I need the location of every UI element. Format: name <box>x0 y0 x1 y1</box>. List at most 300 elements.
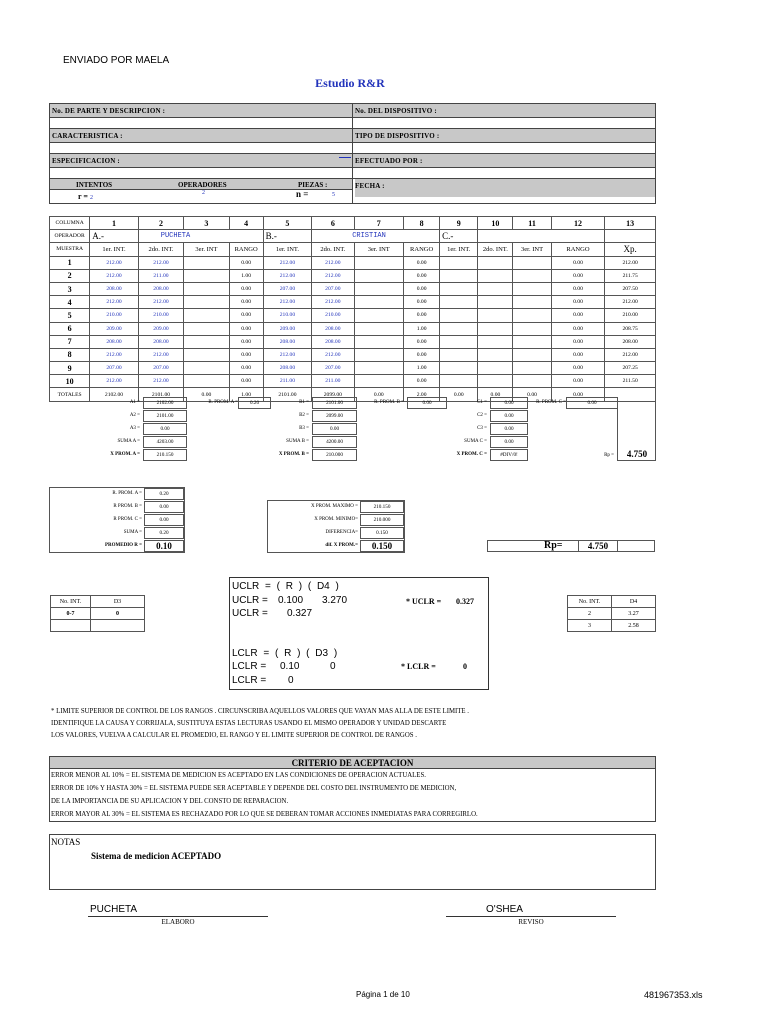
measurement-cell[interactable]: 0.00 <box>551 282 605 295</box>
characteristic-field[interactable] <box>50 143 352 153</box>
measurement-cell[interactable]: 211.00 <box>138 269 183 282</box>
d3-cell: 0-7 <box>51 608 91 620</box>
totals-label: TOTALES <box>50 388 90 401</box>
col-number: 1 <box>90 217 139 230</box>
specification-field[interactable] <box>50 168 352 178</box>
measurement-cell[interactable] <box>513 335 551 348</box>
table-row <box>50 296 656 309</box>
total-cell: 0.00 <box>478 388 513 401</box>
done-by-field[interactable] <box>353 168 655 178</box>
stat-label: X PROM. C = <box>456 452 487 457</box>
measurement-cell[interactable]: 212.00 <box>263 348 312 361</box>
measurement-cell[interactable]: 0.00 <box>229 309 263 322</box>
measurement-cell[interactable]: 212.00 <box>138 296 183 309</box>
device-type-field[interactable] <box>353 143 655 153</box>
rp-label: Rp = <box>604 453 614 458</box>
col-number: 11 <box>513 217 551 230</box>
measurement-cell[interactable]: 211.00 <box>312 375 354 388</box>
measurement-cell[interactable]: 212.00 <box>312 348 354 361</box>
r-value: 2 <box>89 195 93 201</box>
total-cell: 0.00 <box>440 388 478 401</box>
lcl-result-value: 0 <box>463 662 467 671</box>
measurement-cell[interactable]: 208.00 <box>138 282 183 295</box>
summary-label: R. PROM. A = <box>112 491 142 496</box>
operator-b-name: CRISTIAN <box>312 230 440 243</box>
signature-left-role: ELABORO <box>161 918 195 926</box>
measurement-cell[interactable]: 0.00 <box>404 269 440 282</box>
notes-box[interactable] <box>49 834 656 890</box>
table-row <box>50 282 656 295</box>
subhead: 2do. INT. <box>138 243 183 256</box>
measurement-cell[interactable]: 0.00 <box>551 256 605 269</box>
measurement-cell[interactable] <box>184 269 229 282</box>
stat-label: B1 = <box>299 400 309 405</box>
summary-rp-label: Rp= <box>544 540 563 551</box>
total-cell: 0.00 <box>513 388 551 401</box>
measurement-cell[interactable] <box>440 348 478 361</box>
measurement-cell[interactable]: 211.50 <box>605 375 656 388</box>
note-line: IDENTIFIQUE LA CAUSA Y CORRIJALA, SUSTITUYA ESTAS LECTURAS USANDO EL MISMO OPERADOR Y UNIDAD DESCARTE <box>51 720 447 727</box>
measurement-cell[interactable]: 209.00 <box>138 322 183 335</box>
total-cell: 0.00 <box>184 388 229 401</box>
lcl-line3-label: LCLR = <box>232 675 267 686</box>
stat-label: A2 = <box>129 413 140 418</box>
stat-value: 0.00 <box>143 423 187 435</box>
summary-label: SUMA = <box>123 530 142 535</box>
table-row <box>50 348 656 361</box>
measurement-cell[interactable]: 212.00 <box>263 256 312 269</box>
sample-number: 4 <box>50 296 90 309</box>
date-label: FECHA : <box>355 179 655 197</box>
sample-number: 1 <box>50 256 90 269</box>
measurement-cell[interactable] <box>440 296 478 309</box>
measurement-cell[interactable]: 208.00 <box>312 335 354 348</box>
ucl-result-label: * UCLR = <box>406 597 442 606</box>
subhead: RANGO <box>551 243 605 256</box>
subhead: 1er. INT. <box>440 243 478 256</box>
measurement-cell[interactable] <box>513 322 551 335</box>
signature-right-role: REVISO <box>518 918 544 926</box>
measurement-cell[interactable]: 212.00 <box>605 296 656 309</box>
stat-value: 0.00 <box>490 436 528 448</box>
measurement-cell[interactable] <box>440 322 478 335</box>
summary-label: dif. X PROM.= <box>325 543 358 548</box>
measurement-cell[interactable]: 0.00 <box>551 296 605 309</box>
measurement-cell[interactable]: 0.00 <box>404 348 440 361</box>
summary-value: 210.150 <box>360 501 404 513</box>
measurement-cell[interactable] <box>513 256 551 269</box>
rprom-c-value: 0.00 <box>566 397 618 409</box>
measurement-cell[interactable] <box>478 362 513 375</box>
measurement-cell[interactable]: 0.00 <box>229 322 263 335</box>
measurement-cell[interactable]: 1.00 <box>229 269 263 282</box>
measurement-cell[interactable] <box>354 282 404 295</box>
measurement-cell[interactable]: 0.00 <box>551 322 605 335</box>
summary-value: 0.00 <box>144 514 184 526</box>
measurement-cell[interactable]: 212.00 <box>90 348 139 361</box>
summary-label: R PROM. C = <box>113 517 142 522</box>
measurement-cell[interactable]: 212.00 <box>90 375 139 388</box>
measurement-cell[interactable]: 1.00 <box>404 322 440 335</box>
measurement-cell[interactable] <box>513 375 551 388</box>
signature-left-name: PUCHETA <box>90 904 138 915</box>
stat-value: 0.00 <box>490 397 528 409</box>
measurement-cell[interactable]: 0.00 <box>404 335 440 348</box>
measurement-cell[interactable] <box>478 256 513 269</box>
sample-number: 7 <box>50 335 90 348</box>
rprom-b-value: 0.00 <box>407 397 447 409</box>
stat-value: 2099.00 <box>312 410 357 422</box>
measurement-cell[interactable]: 209.00 <box>263 322 312 335</box>
summary-label: R PROM. B = <box>113 504 142 509</box>
measurement-cell[interactable]: 208.00 <box>138 335 183 348</box>
col-number: 5 <box>263 217 312 230</box>
subhead: 3er. INT <box>184 243 229 256</box>
measurement-grid <box>49 216 656 402</box>
total-cell: 0.00 <box>354 388 404 401</box>
measurement-cell[interactable]: 0.00 <box>229 296 263 309</box>
d4-head-2: D4 <box>612 596 656 608</box>
measurement-cell[interactable] <box>184 256 229 269</box>
measurement-cell[interactable]: 212.00 <box>605 256 656 269</box>
measurement-cell[interactable]: 0.00 <box>551 335 605 348</box>
stat-label: X PROM. A = <box>110 452 140 457</box>
lcl-line3-value: 0 <box>288 675 294 686</box>
col-number: 2 <box>138 217 183 230</box>
measurement-cell[interactable]: 210.00 <box>138 309 183 322</box>
summary-left-box <box>49 487 185 553</box>
lcl-formula: LCLR = ( R ) ( D3 ) <box>232 648 338 659</box>
measurement-cell[interactable]: 212.00 <box>263 296 312 309</box>
measurement-cell[interactable] <box>440 309 478 322</box>
ucl-formula: UCLR = ( R ) ( D4 ) <box>232 581 339 592</box>
stat-label: SUMA B = <box>286 439 309 444</box>
measurement-cell[interactable]: 208.00 <box>312 322 354 335</box>
summary-value: 0.20 <box>144 527 184 539</box>
subhead: 2do. INT. <box>478 243 513 256</box>
measurement-cell[interactable] <box>513 362 551 375</box>
stat-label: A1 = <box>129 400 140 405</box>
signature-right-name: O'SHEA <box>486 904 523 915</box>
measurement-cell[interactable] <box>440 256 478 269</box>
stat-value: 0.00 <box>312 423 357 435</box>
measurement-cell[interactable]: 208.00 <box>90 335 139 348</box>
measurement-cell[interactable]: 207.00 <box>90 362 139 375</box>
measurement-cell[interactable] <box>440 335 478 348</box>
stat-value: 210.000 <box>312 449 357 461</box>
sample-number: 8 <box>50 348 90 361</box>
r-prefix: r = <box>78 192 90 201</box>
col-number: 6 <box>312 217 354 230</box>
subhead: 2do. INT. <box>312 243 354 256</box>
signature-left-line <box>88 916 268 917</box>
signature-right-line <box>446 916 616 917</box>
d4-cell: 2.58 <box>612 620 656 632</box>
attempts-label: INTENTOS <box>76 181 113 189</box>
ucl-result-value: 0.327 <box>456 597 474 606</box>
table-row <box>50 362 656 375</box>
measurement-cell[interactable]: 208.00 <box>263 362 312 375</box>
sent-by-text: ENVIADO POR MAELA <box>63 55 170 66</box>
operator-c-name[interactable] <box>478 230 605 243</box>
table-row <box>50 322 656 335</box>
ucl-line3-label: UCLR = <box>232 608 268 619</box>
table-row <box>50 375 656 388</box>
stat-label: SUMA A = <box>117 439 140 444</box>
n-prefix: n = <box>296 189 309 199</box>
rprom-c-label: R. PROM. C = <box>536 400 566 405</box>
device-no-field[interactable] <box>353 118 655 128</box>
lcl-result-label: * LCLR = <box>401 662 436 671</box>
summary-label: X PROM. MAXIMO = <box>311 504 358 509</box>
measurement-cell[interactable]: 207.00 <box>263 282 312 295</box>
measurement-cell[interactable] <box>184 375 229 388</box>
measurement-cell[interactable]: 0.00 <box>404 309 440 322</box>
measurement-cell[interactable]: 207.00 <box>138 362 183 375</box>
measurement-cell[interactable] <box>513 296 551 309</box>
stat-label: X PROM. B = <box>278 452 309 457</box>
operators-label: OPERADORES <box>178 181 227 189</box>
stat-value: 2101.00 <box>143 410 187 422</box>
stat-label: A3 = <box>129 426 140 431</box>
operator-label: OPERADOR <box>50 230 90 243</box>
measurement-cell[interactable] <box>354 335 404 348</box>
ucl-line2-d4: 3.270 <box>322 595 348 606</box>
measurement-cell[interactable] <box>478 375 513 388</box>
d3-table <box>50 595 145 632</box>
measurement-cell[interactable]: 0.00 <box>551 348 605 361</box>
measurement-cell[interactable]: 212.00 <box>312 296 354 309</box>
subhead: RANGO <box>404 243 440 256</box>
measurement-cell[interactable] <box>354 269 404 282</box>
measurement-cell[interactable]: 0.00 <box>551 375 605 388</box>
measurement-cell[interactable]: 212.00 <box>90 256 139 269</box>
subhead: Xp. <box>605 243 656 256</box>
file-name: 481967353.xls <box>644 990 703 1000</box>
measurement-cell[interactable]: 0.00 <box>229 282 263 295</box>
total-cell: 2101.00 <box>138 388 183 401</box>
measurement-cell[interactable]: 0.00 <box>229 256 263 269</box>
measurement-cell[interactable] <box>184 322 229 335</box>
summary-value: 0.00 <box>144 501 184 513</box>
table-row <box>50 309 656 322</box>
measurement-cell[interactable] <box>354 348 404 361</box>
ucl-line2-r: 0.100 <box>278 595 304 606</box>
summary-rp-value: 4.750 <box>578 540 618 552</box>
measurement-cell[interactable]: 212.00 <box>312 269 354 282</box>
table-row <box>50 269 656 282</box>
device-type-label: TIPO DE DISPOSITIVO : <box>353 129 655 143</box>
measurement-cell[interactable] <box>184 362 229 375</box>
d3-cell: 0 <box>91 608 145 620</box>
criteria-line: DE LA IMPORTANCIA DE SU APLICACION Y DEL CONSTO DE REPARACION. <box>51 798 289 805</box>
measurement-cell[interactable]: 0.00 <box>551 362 605 375</box>
measurement-cell[interactable] <box>440 375 478 388</box>
stat-label: B2 = <box>299 413 309 418</box>
stat-value: 4200.00 <box>312 436 357 448</box>
criteria-line: ERROR DE 10% Y HASTA 30% = EL SISTEMA PUEDE SER ACEPTABLE Y DEPENDE DEL COSTO DEL INSTRUMENTO DE MEDICION, <box>51 785 457 792</box>
total-cell: 0.00 <box>551 388 605 401</box>
measurement-cell[interactable]: 0.00 <box>404 375 440 388</box>
table-row <box>50 256 656 269</box>
part-field[interactable] <box>50 118 352 128</box>
subhead: 1er. INT. <box>90 243 139 256</box>
measurement-cell[interactable]: 1.00 <box>404 362 440 375</box>
operators-value: 2 <box>202 190 205 196</box>
criteria-line: ERROR MENOR AL 10% = EL SISTEMA DE MEDICION ES ACEPTADO EN LAS CONDICIONES DE OPERACION ACTUALES. <box>51 772 426 779</box>
col-label: COLUMNA <box>50 217 90 230</box>
measurement-cell[interactable]: 0.00 <box>404 282 440 295</box>
measurement-cell[interactable] <box>513 282 551 295</box>
col-number: 4 <box>229 217 263 230</box>
measurement-cell[interactable] <box>478 348 513 361</box>
operator-c-letter: C.- <box>440 230 478 243</box>
measurement-cell[interactable] <box>513 348 551 361</box>
subhead: 3er. INT <box>354 243 404 256</box>
lcl-line2-label: LCLR = <box>232 661 267 672</box>
d3-head-1: No. INT. <box>51 596 91 608</box>
col-number: 9 <box>440 217 478 230</box>
done-by-label: EFECTUADO POR : <box>353 154 655 168</box>
measurement-cell[interactable]: 212.00 <box>138 348 183 361</box>
measurement-cell[interactable]: 0.00 <box>229 375 263 388</box>
criteria-box <box>49 756 656 822</box>
pieces-label: PIEZAS : <box>298 181 328 189</box>
page-number: Página 1 de 10 <box>356 990 410 999</box>
ucl-note <box>51 706 469 742</box>
subhead: 1er. INT. <box>263 243 312 256</box>
stat-label: C2 = <box>477 413 487 418</box>
measurement-cell[interactable]: 207.00 <box>312 362 354 375</box>
summary-mid-box <box>267 500 405 553</box>
measurement-cell[interactable]: 207.50 <box>605 282 656 295</box>
operator-a-letter: A.- <box>90 230 139 243</box>
measurement-cell[interactable] <box>354 375 404 388</box>
measurement-cell[interactable]: 210.00 <box>90 309 139 322</box>
measurement-cell[interactable] <box>478 335 513 348</box>
measurement-cell[interactable] <box>478 269 513 282</box>
measurement-cell[interactable] <box>354 296 404 309</box>
measurement-cell[interactable]: 0.00 <box>404 256 440 269</box>
measurement-cell[interactable]: 0.00 <box>229 362 263 375</box>
measurement-cell[interactable]: 212.00 <box>312 256 354 269</box>
measurement-cell[interactable]: 212.00 <box>138 375 183 388</box>
measurement-cell[interactable] <box>354 256 404 269</box>
measurement-cell[interactable]: 208.00 <box>263 335 312 348</box>
measurement-cell[interactable]: 208.00 <box>605 335 656 348</box>
device-no-label: No. DEL DISPOSITIVO : <box>353 104 655 118</box>
measurement-cell[interactable]: 208.75 <box>605 322 656 335</box>
measurement-cell[interactable]: 0.00 <box>229 348 263 361</box>
summary-rp-box <box>487 540 655 552</box>
measurement-cell[interactable]: 212.00 <box>605 348 656 361</box>
measurement-cell[interactable]: 207.00 <box>312 282 354 295</box>
stat-value: #DIV/0! <box>490 449 528 461</box>
measurement-cell[interactable]: 0.00 <box>229 335 263 348</box>
note-line: * LIMITE SUPERIOR DE CONTROL DE LOS RANGOS . CIRCUNSCRIBA AQUELLOS VALORES QUE VAYAN MAS ALLA DE ESTE LIMITE . <box>51 708 469 715</box>
measurement-cell[interactable]: 211.75 <box>605 269 656 282</box>
summary-value: 210.000 <box>360 514 404 526</box>
stat-value: 2102.00 <box>143 397 187 409</box>
sample-number: 6 <box>50 322 90 335</box>
measurement-cell[interactable] <box>478 296 513 309</box>
measurement-cell[interactable] <box>184 348 229 361</box>
sample-number: 10 <box>50 375 90 388</box>
measurement-cell[interactable] <box>440 362 478 375</box>
stat-value: 2101.00 <box>312 397 357 409</box>
measurement-cell[interactable] <box>440 269 478 282</box>
measurement-cell[interactable]: 212.00 <box>263 269 312 282</box>
measurement-cell[interactable]: 0.00 <box>551 309 605 322</box>
measurement-cell[interactable] <box>354 309 404 322</box>
measurement-cell[interactable] <box>478 282 513 295</box>
measurement-cell[interactable]: 210.00 <box>263 309 312 322</box>
page-title: Estudio R&R <box>315 76 385 90</box>
summary-value: 0.150 <box>360 527 404 539</box>
measurement-cell[interactable]: 207.25 <box>605 362 656 375</box>
measurement-cell[interactable]: 208.00 <box>90 282 139 295</box>
rprom-b-label: R. PROM. B = <box>374 400 404 405</box>
measurement-cell[interactable]: 210.00 <box>312 309 354 322</box>
measurement-cell[interactable] <box>354 362 404 375</box>
characteristic-label: CARACTERISTICA : <box>50 129 352 143</box>
total-cell: 2102.00 <box>90 388 139 401</box>
measurement-cell[interactable]: 211.00 <box>263 375 312 388</box>
measurement-cell[interactable]: 212.00 <box>138 256 183 269</box>
measurement-cell[interactable] <box>184 296 229 309</box>
operator-b-letter: B.- <box>263 230 312 243</box>
lcl-line2-d3: 0 <box>330 661 336 672</box>
measurement-cell[interactable]: 0.00 <box>551 269 605 282</box>
measurement-cell[interactable] <box>478 309 513 322</box>
measurement-cell[interactable] <box>513 309 551 322</box>
measurement-cell[interactable] <box>184 309 229 322</box>
measurement-cell[interactable]: 209.00 <box>90 322 139 335</box>
measurement-cell[interactable] <box>184 335 229 348</box>
measurement-cell[interactable] <box>184 282 229 295</box>
sample-number: 9 <box>50 362 90 375</box>
table-row <box>50 335 656 348</box>
measurement-cell[interactable]: 210.00 <box>605 309 656 322</box>
criteria-line: ERROR MAYOR AL 30% = EL SISTEMA ES RECHAZADO POR LO QUE SE DEBERAN TOMAR ACCIONES INMEDIATAS PARA CORREGIRLO. <box>51 811 478 818</box>
rp-value: 4.750 <box>626 449 648 459</box>
measurement-cell[interactable] <box>354 322 404 335</box>
col-number: 12 <box>551 217 605 230</box>
stat-value: 4203.00 <box>143 436 187 448</box>
measurement-cell[interactable] <box>513 269 551 282</box>
col-number: 10 <box>478 217 513 230</box>
criteria-title: CRITERIO DE ACEPTACION <box>50 757 655 769</box>
note-line: LOS VALORES, VUELVA A CALCULAR EL PROMEDIO, EL RANGO Y EL LIMITE SUPERIOR DE CONTROL DE RANGOS . <box>51 732 417 739</box>
summary-label: DIFERENCIA= <box>325 530 358 535</box>
measurement-cell[interactable]: 212.00 <box>90 296 139 309</box>
sample-number: 3 <box>50 282 90 295</box>
sample-label: MUESTRA <box>50 243 90 256</box>
summary-label: X PROM. MINIMO= <box>314 517 358 522</box>
measurement-cell[interactable]: 0.00 <box>404 296 440 309</box>
ucl-line2-label: UCLR = <box>232 595 268 606</box>
summary-value: 0.10 <box>144 540 184 552</box>
ucl-line3-value: 0.327 <box>287 608 313 619</box>
measurement-cell[interactable] <box>440 282 478 295</box>
stat-label: C1 = <box>477 400 487 405</box>
notes-label: NOTAS <box>51 837 81 847</box>
d4-cell: 2 <box>568 608 612 620</box>
stat-label: B3 = <box>299 426 309 431</box>
measurement-cell[interactable] <box>478 322 513 335</box>
measurement-cell[interactable]: 212.00 <box>90 269 139 282</box>
lcl-line2-r: 0.10 <box>280 661 300 672</box>
